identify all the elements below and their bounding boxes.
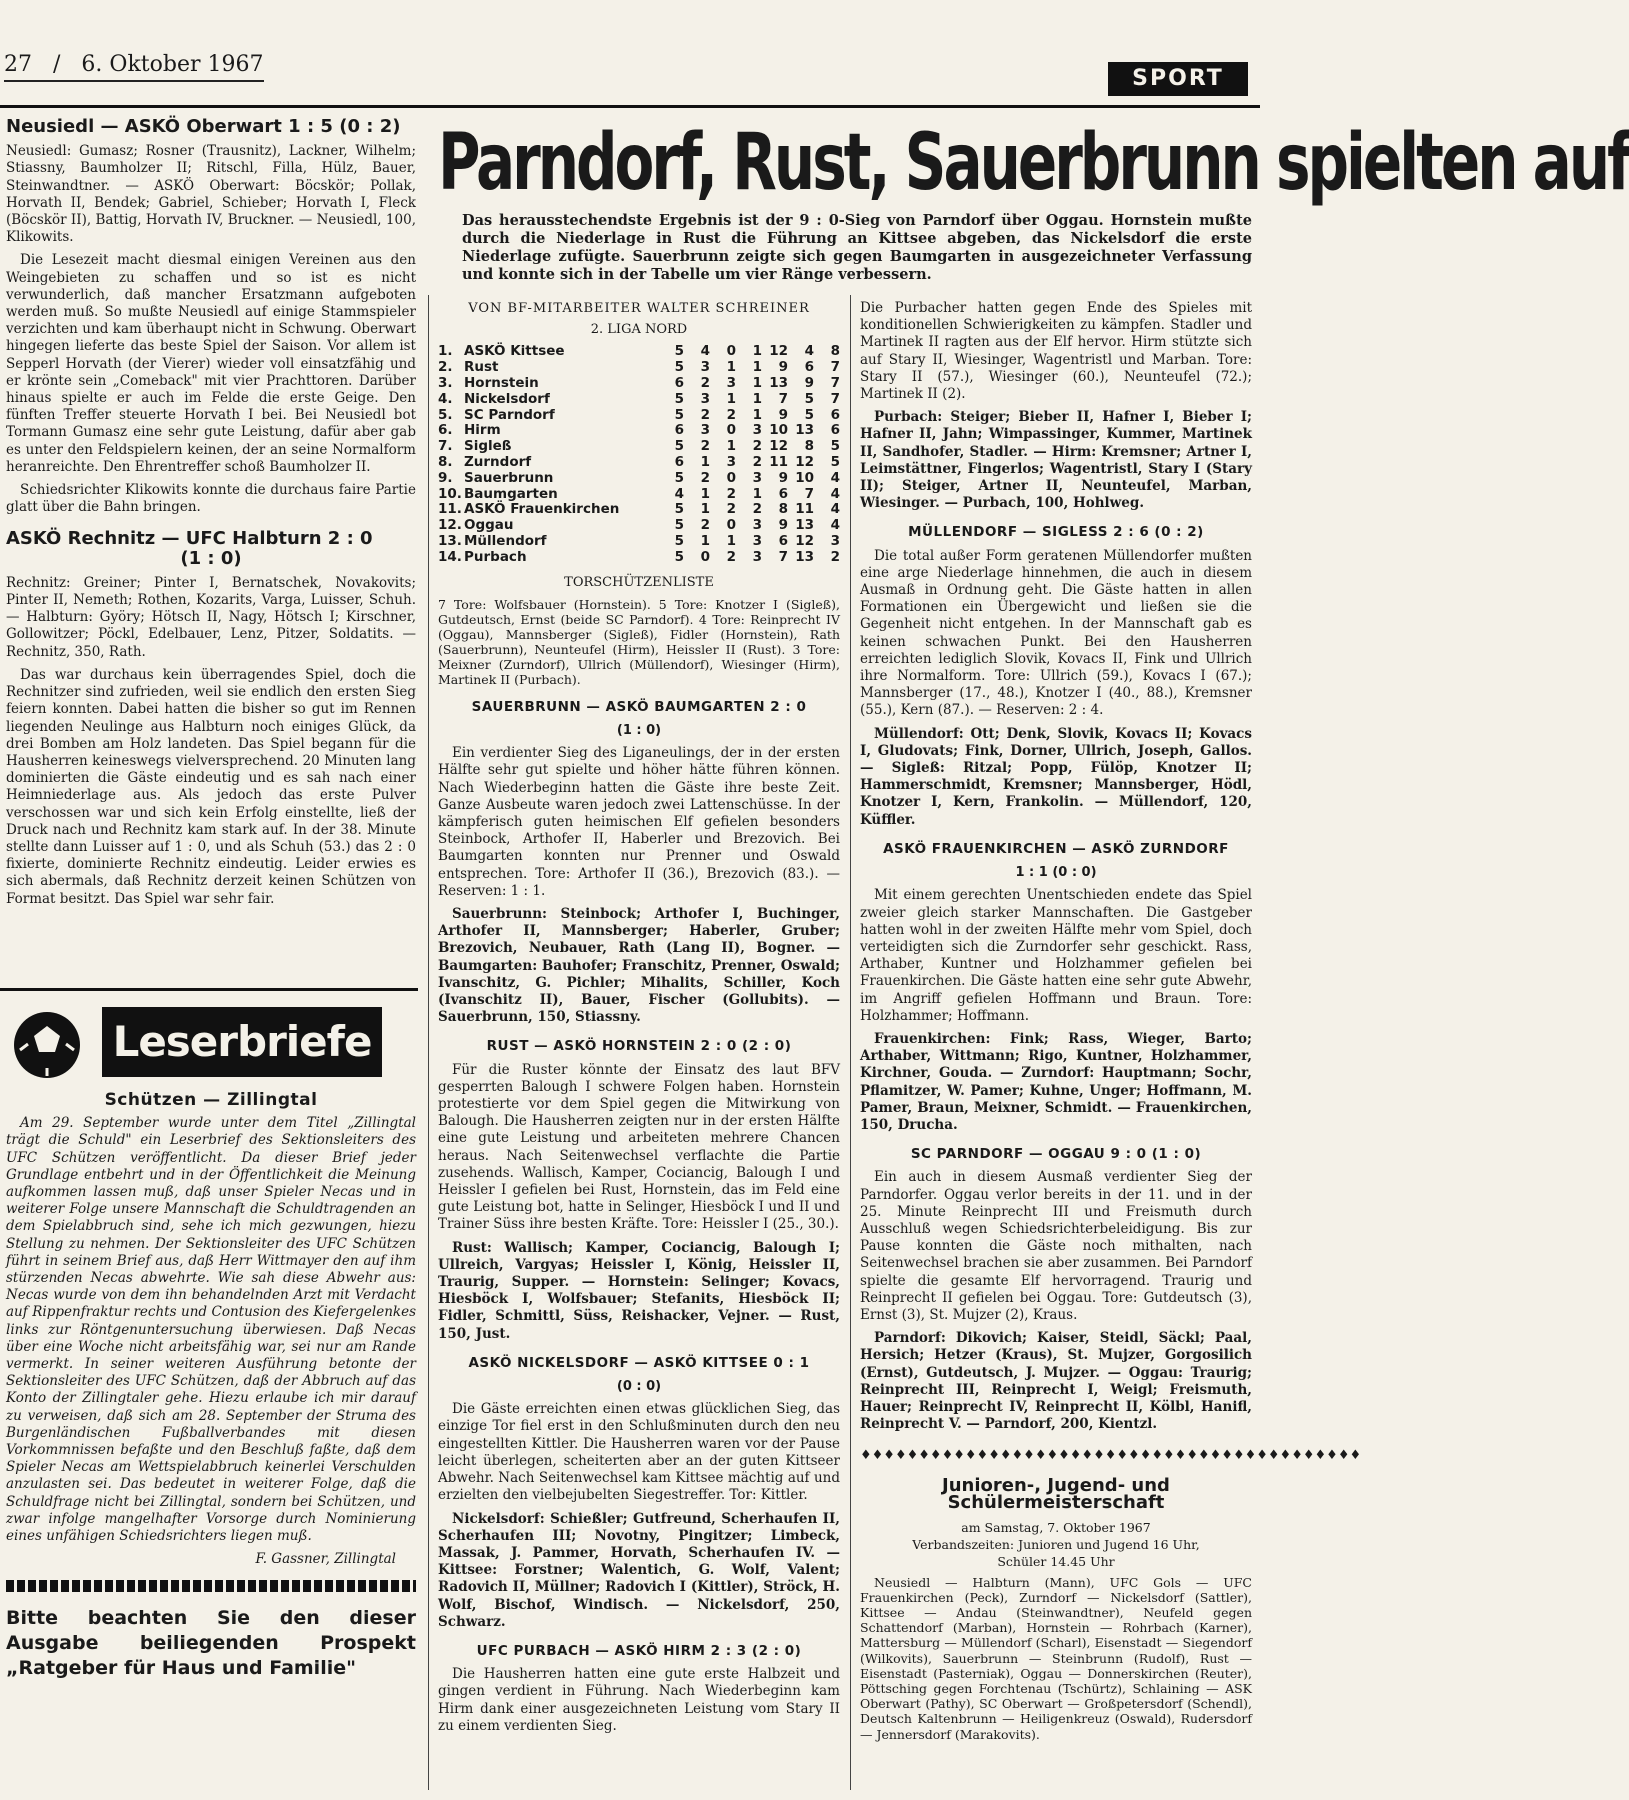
stat-cell: 0 xyxy=(726,422,736,439)
stat-cell: 3 xyxy=(700,390,710,407)
team-name: Hirm xyxy=(464,422,501,439)
game-lineup: Frauenkirchen: Fink; Rass, Wieger, Barto; Arthaber, Wittmann; Rigo, Kuntner, Holzhammer, Kirchner, Gouda. — Zurndorf: Hauptmann; Sochr, Pflamitzer, W. Pamer; Kuhne, Unger; Hoffmann, M. Pamer, Braun, Meixner, Schmidt. — Frauenkirchen, 150, Drucha. xyxy=(860,1030,1252,1133)
stat-cell: 2 xyxy=(726,485,736,502)
stat-cell: 1 xyxy=(752,359,762,376)
game-report: Die Gäste erreichten einen etwas glücklichen Sieg, das einzige Tor fiel erst in den Schlußminuten durch den neu eingestellten Kittler. Die Hausherren waren vor der Pause leicht überlegen, scheiterten aber an der guten Kittseer Abwehr. Nach Seitenwechsel kam Kittsee mächtig auf und erzielten den vielbejubelten Siegestreffer. Tor: Kittler. xyxy=(438,1401,840,1504)
left-rule xyxy=(0,988,418,991)
stat-cell: 2 xyxy=(700,517,710,534)
stat-cell: 5 xyxy=(674,438,684,455)
game-headline: SAUERBRUNN — ASKÖ BAUMGARTEN 2 : 0 xyxy=(471,698,807,715)
stat-cell: 9 xyxy=(804,375,814,391)
stat-cell: 1 xyxy=(726,532,736,549)
youth-date: am Samstag, 7. Oktober 1967 xyxy=(961,1520,1151,1535)
rank: 4. xyxy=(438,390,453,407)
game-report: Ein auch in diesem Ausmaß verdienter Sieg der Parndorfer. Oggau verlor bereits in der 11. und in der 25. Minute Reinprecht III und Freismuth durch Ausschluß wegen Schiedsrichterbeleidigung. Bis zur Pause konnten die Gäste noch mithalten, nach Seitenwechsel brachen sie aber zusammen. Bei Parndorf spielte die gesamte Elf hervorragend. Traurig und Reinprecht II gefielen bei Oggau. Tore: Gutdeutsch (3), Ernst (3), St. Mujzer (2), Kraus. xyxy=(860,1169,1252,1323)
game-report: Die Purbacher hatten gegen Ende des Spieles mit konditionellen Schwierigkeiten zu kämpfen. Stadler und Martinek II ragten aus der Elf hervor. Hirm stützte sich auf Stary II, Wiesinger, Wagentristl und Marban. Tore: Stary II (57.), Wiesinger (60.), Neunteufel (72.); Martinek II (2). xyxy=(860,300,1252,403)
stat-cell: 4 xyxy=(830,517,840,534)
stat-cell: 2 xyxy=(726,548,736,565)
rank: 1. xyxy=(438,343,453,360)
league-table-row xyxy=(438,392,840,408)
stat-cell: 3 xyxy=(700,359,710,376)
stat-cell: 5 xyxy=(674,469,684,486)
stat-cell: 1 xyxy=(700,485,710,502)
game-report: Die Lesezeit macht diesmal einigen Vereinen aus den Weingebieten zu schaffen und so ist es nicht verwunderlich, daß mancher Ersatzmann aufgeboten werden muß. So mußte Neusiedl auf einige Stammspieler verzichten und kam überhaupt nicht in Schwung. Oberwart hingegen lieferte das beste Spiel der Saison. Vor allem ist Sepperl Horvath (der Vierer) wieder voll einsatzfähig und er krönte sein „Comeback" mit vier Prachttoren. Darüber hinaus spielte er auch im Felde die erste Geige. Den fünften Treffer steuerte Horvath I bei. Bei Neusiedl bot Tormann Gumasz eine sehr gute Leistung, dafür aber gab es unter den Feldspielern keinen, der an seine Normalform heranreichte. Den Ehrentreffer schoß Baumholzer II. xyxy=(6,252,416,475)
game-report: Das war durchaus kein überragendes Spiel, doch die Rechnitzer sind zufrieden, weil sie endlich den ersten Sieg feiern konnten. Dabei hatten die bisher so gut im Rennen liegenden Neulinge aus Halbturn noch einiges Glück, da drei Bomben am Holz landeten. Das Spiel begann für die Hausherren keineswegs vielversprechend. 20 Minuten lang dominierten die Gäste eindeutig und es sah nach einer Heimniederlage aus. Als jedoch das erste Pulver verschossen war und sich kein Erfolg einstellte, ließ der Druck nach und Rechnitz kam stark auf. In der 38. Minute stellte dann Luisser auf 1 : 0, und als Schuh (53.) das 2 : 0 fixierte, dominierte Rechnitz eindeutig. Leider erwies es sich abermals, daß Rechnitz derzeit keinen Schützen von Format besitzt. Das Spiel war sehr fair. xyxy=(6,666,416,907)
team-name: Zurndorf xyxy=(464,453,532,470)
top-rule xyxy=(0,105,1260,108)
stat-cell: 7 xyxy=(830,375,840,391)
game-report: Ein verdienter Sieg des Liganeulings, der in der ersten Hälfte sehr gut spielte und höher hätte führen können. Nach Wiederbeginn hatten die Gäste ihre beste Zeit. Ganze Ausbeute waren jedoch zwei Lattenschüsse. In der kämpferisch guten heimischen Elf gefielen besonders Steinbock, Arthofer II, Haberler und Brezovich. Bei Baumgarten konnten nur Prenner und Oswald entsprechen. Tore: Arthofer II (36.), Brezovich (83.). — Reserven: 1 : 1. xyxy=(438,745,840,899)
rank: 10. xyxy=(438,485,462,502)
author-line: VON BF-MITARBEITER WALTER SCHREINER xyxy=(468,301,810,316)
team-name: ASKÖ Kittsee xyxy=(464,343,565,360)
stat-cell: 2 xyxy=(700,438,710,455)
game-lineup: Nickelsdorf: Schießler; Gutfreund, Scherhaufen II, Scherhaufen III; Novotny, Pingitzer; Limbeck, Massak, J. Pammer, Horvath, Scherhaufen IV. — Kittsee: Forstner; Walentich, G. Wolf, Valent; Radovich II, Müllner; Radovich I (Kittler), Ströck, H. Wolf, Bischof, Windisch. — Nickelsdorf, 250, Schwarz. xyxy=(438,1510,840,1630)
stat-cell: 8 xyxy=(804,438,814,455)
game-report: Für die Ruster könnte der Einsatz des laut BFV gesperrten Balough I schwere Folgen haben. Hornstein protestierte vor dem Spiel gegen die Mitwirkung von Balough. Die Hausherren zeigten nur in der ersten Hälfte eine gute Leistung und arbeiteten mehrere Chancen heraus. Nach Seitenwechsel verflachte die Partie zusehends. Wallisch, Kamper, Cociancig, Balough I und Heissler I gefielen bei Rust, Hornstein, das im Feld eine gute Leistung bot, hatte in Selinger, Hiesböck I und II und Trainer Süss ihre besten Kräfte. Tore: Heissler I (25., 30.). xyxy=(438,1061,840,1233)
stat-cell: 13 xyxy=(795,422,814,439)
game-report: Mit einem gerechten Unentschieden endete das Spiel zweier gleich starker Mannschaften. Die Gastgeber hatten wohl in der zweiten Hälfte mehr vom Spiel, doch verteidigten sich die Zurndorfer sehr geschickt. Rass, Arthaber, Kuntner und Holzhammer gefielen bei Frauenkirchen. Die Gäste hatten eine sehr gute Abwehr, im Angriff gefielen Hoffmann und Braun. Tore: Holzhammer; Hoffmann. xyxy=(860,887,1252,1024)
stat-cell: 9 xyxy=(778,517,788,534)
rank: 9. xyxy=(438,469,453,486)
league-table-row xyxy=(438,471,840,487)
stat-cell: 1 xyxy=(752,406,762,423)
rank: 7. xyxy=(438,438,453,455)
stat-cell: 6 xyxy=(804,359,814,376)
game-headline: ASKÖ FRAUENKIRCHEN — ASKÖ ZURNDORF xyxy=(883,840,1229,857)
stat-cell: 3 xyxy=(830,532,840,549)
stat-cell: 1 xyxy=(700,501,710,518)
game-headline: UFC PURBACH — ASKÖ HIRM 2 : 3 (2 : 0) xyxy=(476,1642,802,1659)
league-table-row xyxy=(438,408,840,424)
league-table-row xyxy=(438,360,840,376)
stat-cell: 3 xyxy=(752,532,762,549)
rank: 8. xyxy=(438,453,453,470)
stat-cell: 7 xyxy=(804,485,814,502)
rank: 12. xyxy=(438,517,462,534)
stat-cell: 0 xyxy=(700,548,710,565)
header-slash: / xyxy=(53,52,61,77)
game-lineup: Müllendorf: Ott; Denk, Slovik, Kovacs II; Kovacs I, Gludovats; Fink, Dorner, Ullrich, Joseph, Gallos. — Sigleß: Ritzal; Popp, Fülöp, Knotzer II; Hammerschmidt, Kremsner; Mannsberger, Hödl, Knotzer I, Kern, Frankolin. — Müllendorf, 120, Küffler. xyxy=(860,725,1252,828)
stat-cell: 13 xyxy=(795,517,814,534)
stat-cell: 8 xyxy=(830,343,840,360)
game-lineup: Parndorf: Dikovich; Kaiser, Steidl, Säckl; Paal, Hersich; Hetzer (Kraus), St. Mujzer, Gorgosilich (Ernst), Gutdeutsch, J. Mujzer. — Oggau: Traurig; Reinprecht III, Reinprecht I, Weigl; Freismuth, Hauer; Reinprecht IV, Reinprecht II, Kölbl, Hanifl, Reinprecht V. — Parndorf, 200, Kientzl. xyxy=(860,1330,1252,1433)
league-table-row xyxy=(438,455,840,471)
game-lineup: Purbach: Steiger; Bieber II, Hafner I, Bieber I; Hafner II, Jahn; Wimpassinger, Kummer, Martinek II, Sandhofer, Stadler. — Hirm: Kremsner; Artner I, Leimstättner, Fingerlos; Wagentristl, Stary I (Stary II); Steiger, Artner II, Neunteufel, Marban, Wiesinger. — Purbach, 100, Hohlweg. xyxy=(860,409,1252,512)
stat-cell: 5 xyxy=(830,438,840,455)
stat-cell: 4 xyxy=(830,501,840,518)
stat-cell: 3 xyxy=(752,422,762,439)
stat-cell: 5 xyxy=(804,406,814,423)
game-headline-neusiedl: Neusiedl — ASKÖ Oberwart 1 : 5 (0 : 2) xyxy=(6,116,401,137)
league-table-row xyxy=(438,423,840,439)
stat-cell: 1 xyxy=(700,532,710,549)
rank: 6. xyxy=(438,422,453,439)
stat-cell: 5 xyxy=(674,517,684,534)
stat-cell: 5 xyxy=(674,343,684,360)
stat-cell: 0 xyxy=(726,517,736,534)
league-table-row xyxy=(438,534,840,550)
stat-cell: 9 xyxy=(778,406,788,423)
rank: 2. xyxy=(438,359,453,376)
stat-cell: 12 xyxy=(769,438,788,455)
stat-cell: 7 xyxy=(778,390,788,407)
stat-cell: 9 xyxy=(778,359,788,376)
main-headline: Parndorf, Rust, Sauerbrunn spielten auf xyxy=(438,116,1629,208)
game-halftime: (0 : 0) xyxy=(616,1379,662,1395)
column-divider xyxy=(850,295,851,1790)
stat-cell: 4 xyxy=(674,485,684,502)
stat-cell: 1 xyxy=(752,375,762,391)
stat-cell: 6 xyxy=(674,375,684,391)
stat-cell: 2 xyxy=(752,438,762,455)
header-rule xyxy=(4,80,264,82)
page-number: 27 xyxy=(4,52,32,77)
scorers-list: 7 Tore: Wolfsbauer (Hornstein). 5 Tore: Knotzer I (Sigleß), Gutdeutsch, Ernst (beide SC Parndorf). 4 Tore: Reinprecht IV (Oggau), Mannsberger (Sigleß), Fidler (Hornstein), Rath (Sauerbrunn), Neunteufel (Hirm), Heissler II (Rust). 3 Tore: Meixner (Zurndorf), Ullrich (Müllendorf), Wiesinger (Hirm), Martinek II (Purbach). xyxy=(438,596,840,687)
supplement-notice: Bitte beachten Sie den dieser Ausgabe beiliegenden Prospekt „Ratgeber für Haus und Familie" xyxy=(6,1607,416,1680)
stat-cell: 3 xyxy=(726,375,736,391)
team-name: Rust xyxy=(464,359,499,376)
stat-cell: 2 xyxy=(700,469,710,486)
team-name: Oggau xyxy=(464,517,514,534)
stat-cell: 3 xyxy=(752,517,762,534)
youth-fixtures: Neusiedl — Halbturn (Mann), UFC Gols — UFC Frauenkirchen (Peck), Zurndorf — Nickelsdorf (Sattler), Kittsee — Andau (Steinwandtner), Neufeld gegen Schattendorf (Marban), Hornstein — Rohrbach (Karner), Mattersburg — Müllendorf (Scharl), Eisenstadt — Siegendorf (Wilkovits), Sauerbrunn — Steinbrunn (Rudolf), Rust — Eisenstadt (Pasterniak), Oggau — Donnerskirchen (Reuter), Pöttsching gegen Forchtenau (Tschürtz), Schlaining — ASK Oberwart (Pathy), SC Oberwart — Großpetersdorf (Schendl), Deutsch Kaltenbrunn — Heiligenkreuz (Oswald), Rudersdorf — Jennersdorf (Marakovits). xyxy=(860,1574,1252,1742)
team-name: Sauerbrunn xyxy=(464,469,554,486)
game-halftime: (1 : 0) xyxy=(180,547,242,569)
column-divider xyxy=(428,295,429,1790)
stat-cell: 3 xyxy=(726,453,736,470)
league-table-row xyxy=(438,439,840,455)
football-icon xyxy=(14,1012,80,1078)
game-headline: ASKÖ NICKELSDORF — ASKÖ KITTSEE 0 : 1 xyxy=(468,1354,810,1371)
team-name: Purbach xyxy=(464,548,527,565)
stat-cell: 4 xyxy=(700,343,710,360)
rank: 13. xyxy=(438,532,462,549)
diamond-divider: ♦♦♦♦♦♦♦♦♦♦♦♦♦♦♦♦♦♦♦♦♦♦♦♦♦♦♦♦♦♦♦♦♦♦♦♦♦♦♦♦♦♦♦ xyxy=(860,1448,1362,1464)
stat-cell: 1 xyxy=(752,343,762,360)
stat-cell: 1 xyxy=(700,453,710,470)
middle-column xyxy=(438,300,840,1741)
team-name: Baumgarten xyxy=(464,485,558,502)
letters-column xyxy=(6,1092,416,1681)
league-table-row xyxy=(438,376,840,392)
stat-cell: 6 xyxy=(674,422,684,439)
youth-times: Verbandszeiten: Junioren und Jugend 16 Uhr, Schüler 14.45 Uhr xyxy=(912,1537,1200,1570)
game-halftime: 1 : 1 (0 : 0) xyxy=(1015,865,1097,881)
league-table-row xyxy=(438,518,840,534)
stat-cell: 3 xyxy=(752,548,762,565)
stat-cell: 12 xyxy=(769,343,788,360)
scorers-title: TORSCHÜTZENLISTE xyxy=(564,574,714,590)
stat-cell: 1 xyxy=(726,359,736,376)
stat-cell: 13 xyxy=(769,375,788,391)
stat-cell: 7 xyxy=(778,548,788,565)
stat-cell: 11 xyxy=(769,453,788,470)
team-name: SC Parndorf xyxy=(464,406,555,423)
rank: 14. xyxy=(438,548,462,565)
stat-cell: 2 xyxy=(752,453,762,470)
stat-cell: 0 xyxy=(726,343,736,360)
stat-cell: 2 xyxy=(752,501,762,518)
stat-cell: 5 xyxy=(804,390,814,407)
stat-cell: 10 xyxy=(769,422,788,439)
stat-cell: 5 xyxy=(674,532,684,549)
stat-cell: 6 xyxy=(674,453,684,470)
stat-cell: 3 xyxy=(700,422,710,439)
league-table-row xyxy=(438,344,840,360)
stat-cell: 1 xyxy=(752,485,762,502)
game-lineup: Rust: Wallisch; Kamper, Cociancig, Balough I; Ullreich, Vargyas; Heissler I, König, Heissler II, Traurig, Supper. — Hornstein: Selinger; Kovacs, Hiesböck I, Wolfsbauer; Stefanits, Hiesböck II; Fidler, Schmittl, Süss, Reishacker, Vejner. — Rust, 150, Just. xyxy=(438,1239,840,1342)
stat-cell: 5 xyxy=(674,548,684,565)
game-headline: RUST — ASKÖ HORNSTEIN 2 : 0 (2 : 0) xyxy=(486,1038,792,1055)
stat-cell: 4 xyxy=(830,469,840,486)
game-report: Die total außer Form geratenen Müllendorfer mußten eine arge Niederlage hinnehmen, die auch in diesem Ausmaß in Ordnung geht. Die Gäste hatten in allen Formationen ein Übergewicht und ließen sie die Gegenheit nicht entgehen. In der Mannschaft gab es keinen schwachen Punkt. Bei den Hausherren erreichten lediglich Slovik, Kovacs II, Fink und Ullrich ihre Normalform. Tore: Ullrich (59.), Kovacs I (67.); Mannsberger (17., 48.), Knotzer I (40., 88.), Kremsner (55.), Kern (87.). — Reserven: 2 : 4. xyxy=(860,547,1252,719)
stat-cell: 5 xyxy=(674,390,684,407)
stat-cell: 1 xyxy=(726,390,736,407)
letters-box: Leserbriefe xyxy=(102,1007,382,1077)
stat-cell: 2 xyxy=(700,375,710,391)
rank: 11. xyxy=(438,501,462,518)
league-table-row xyxy=(438,550,840,566)
game-halftime: (1 : 0) xyxy=(616,722,662,738)
game-lineup: Neusiedl: Gumasz; Rosner (Trausnitz), Lackner, Wilhelm; Stiassny, Baumholzer II; Ritschl, Filla, Hülz, Bauer, Steinwandtner. — ASKÖ Oberwart: Böcskör; Pollak, Horvath II, Bendek; Gabriel, Schieber; Horvath I, Fleck (Böcskör II), Battig, Horvath IV, Bruckner. — Neusiedl, 100, Klikowits. xyxy=(6,143,416,246)
league-table xyxy=(438,344,840,565)
stat-cell: 6 xyxy=(778,485,788,502)
league-table-title: 2. LIGA NORD xyxy=(590,322,688,338)
game-headline: SC PARNDORF — OGGAU 9 : 0 (1 : 0) xyxy=(910,1146,1202,1163)
stat-cell: 10 xyxy=(795,469,814,486)
letter-signature: F. Gassner, Zillingtal xyxy=(255,1551,396,1568)
letter-text: Am 29. September wurde unter dem Titel „Zillingtal trägt die Schuld" ein Leserbrief des Sektionsleiters des UFC Schützen veröffentlicht. Da dieser Brief jeder Grundlage entbehrt und in der Öffentlichkeit die Meinung aufkommen lassen muß, daß unser Spieler Necas und in weiterer Folge unsere Mannschaft die Schuldtragenden an dem Spielabbruch sind, sehe ich mich gezwungen, hiezu Stellung zu nehmen. Der Sektionsleiter des UFC Schützen führt in seinem Brief aus, daß Herr Wittmayer den auf ihm stürzenden Necas abwehrte. Wie sah diese Abwehr aus: Necas wurde von dem ihn behandelnden Arzt mit Verdacht auf Rippenfraktur rechts und Contusion des Kiefergelenkes links zur Röntgenuntersuchung überwiesen. Daß Necas über eine Woche nicht arbeitsfähig war, sei nur am Rande vermerkt. In seiner weiteren Ausführung betonte der Sektionsleiter des UFC Schützen, daß der Abbruch auf das Konto der Zillingtaler gehe. Hiezu erlaube ich mir darauf zu verweisen, daß sich am 28. September der Struma des Burgenländischen Fußballverbandes mit diesen Vorkommnissen befaßte und den Beschluß faßte, daß dem Spieler Necas am Wettspielabbruch keinerlei Verschulden anzulasten sei. Das bedeutet in weiterer Folge, daß die Schuldfrage nicht bei Zillingtal, sondern bei Schützen, und zwar infolge mangelhafter Vorsorge durch Nominierung eines unfähigen Schiedsrichters liegen muß. xyxy=(6,1115,416,1545)
stat-cell: 6 xyxy=(778,532,788,549)
stat-cell: 8 xyxy=(778,501,788,518)
team-name: ASKÖ Frauenkirchen xyxy=(464,501,620,518)
left-column-top xyxy=(6,116,416,914)
stat-cell: 2 xyxy=(830,548,840,565)
stat-cell: 7 xyxy=(830,359,840,376)
stat-cell: 13 xyxy=(795,548,814,565)
game-headline: MÜLLENDORF — SIGLESS 2 : 6 (0 : 2) xyxy=(908,524,1204,541)
stat-cell: 1 xyxy=(726,438,736,455)
stat-cell: 12 xyxy=(795,453,814,470)
stat-cell: 6 xyxy=(830,422,840,439)
stat-cell: 12 xyxy=(795,532,814,549)
rank: 3. xyxy=(438,375,453,391)
youth-championship-title: Junioren-, Jugend- und Schülermeisterschaft xyxy=(942,1474,1170,1513)
league-table-row xyxy=(438,502,840,518)
stat-cell: 1 xyxy=(752,390,762,407)
stat-cell: 2 xyxy=(726,406,736,423)
stat-cell: 4 xyxy=(804,343,814,360)
game-headline-rechnitz: ASKÖ Rechnitz — UFC Halbturn 2 : 0 xyxy=(6,528,373,550)
game-lineup: Rechnitz: Greiner; Pinter I, Bernatschek, Novakovits; Pinter II, Nemeth; Rothen, Kozarits, Varga, Luisser, Schuh. — Halbturn: Györy; Hötsch II, Nagy, Hötsch I; Kirschner, Gollowitzer; Pöckl, Edelbauer, Lenz, Pitzer, Soldatits. — Rechnitz, 350, Rath. xyxy=(6,574,416,660)
right-column xyxy=(860,300,1362,1748)
team-name: Nickelsdorf xyxy=(464,390,550,407)
page-header xyxy=(4,52,263,77)
issue-date: 6. Oktober 1967 xyxy=(81,52,264,77)
team-name: Müllendorf xyxy=(464,532,547,549)
team-name: Hornstein xyxy=(464,375,539,391)
stat-cell: 0 xyxy=(726,469,736,486)
decorative-bars xyxy=(6,1580,416,1592)
letter-title: Schützen — Zillingtal xyxy=(104,1090,318,1110)
stat-cell: 2 xyxy=(726,501,736,518)
stat-cell: 7 xyxy=(830,390,840,407)
stat-cell: 3 xyxy=(752,469,762,486)
stat-cell: 5 xyxy=(674,501,684,518)
game-report: Schiedsrichter Klikowits konnte die durchaus faire Partie glatt über die Bahn bringen. xyxy=(6,482,416,516)
league-table-row xyxy=(438,487,840,503)
team-name: Sigleß xyxy=(464,438,512,455)
rank: 5. xyxy=(438,406,453,423)
stat-cell: 6 xyxy=(830,406,840,423)
stat-cell: 2 xyxy=(700,406,710,423)
lead-paragraph: Das herausstechendste Ergebnis ist der 9 : 0-Sieg von Parndorf über Oggau. Hornstein mußte durch die Niederlage in Rust die Führung an Kittsee abgeben, das Nickelsdorf die erste Niederlage zufügte. Sauerbrunn zeigte sich gegen Baumgarten in ausgezeichneter Verfassung und konnte sich in der Tabelle um vier Ränge verbessern. xyxy=(462,212,1252,283)
game-lineup: Sauerbrunn: Steinbock; Arthofer I, Buchinger, Arthofer II, Mannsberger; Haberler, Gruber; Brezovich, Neubauer, Rath (Lang II), Bogner. — Baumgarten: Bauhofer; Franschitz, Prenner, Oswald; Ivanschitz, G. Pichler; Mihalits, Schiller, Koch (Ivanschitz II), Bauer, Fischer (Gollubits). — Sauerbrunn, 150, Stiassny. xyxy=(438,906,840,1026)
stat-cell: 9 xyxy=(778,469,788,486)
stat-cell: 5 xyxy=(674,359,684,376)
game-report: Die Hausherren hatten eine gute erste Halbzeit und gingen verdient in Führung. Nach Wiederbeginn kam Hirm dank einer ausgezeichneten Leistung vom Stary II zu einem verdienten Sieg. xyxy=(438,1666,840,1734)
stat-cell: 5 xyxy=(830,453,840,470)
stat-cell: 4 xyxy=(830,485,840,502)
section-label: SPORT xyxy=(1108,62,1248,96)
stat-cell: 11 xyxy=(795,501,814,518)
stat-cell: 5 xyxy=(674,406,684,423)
